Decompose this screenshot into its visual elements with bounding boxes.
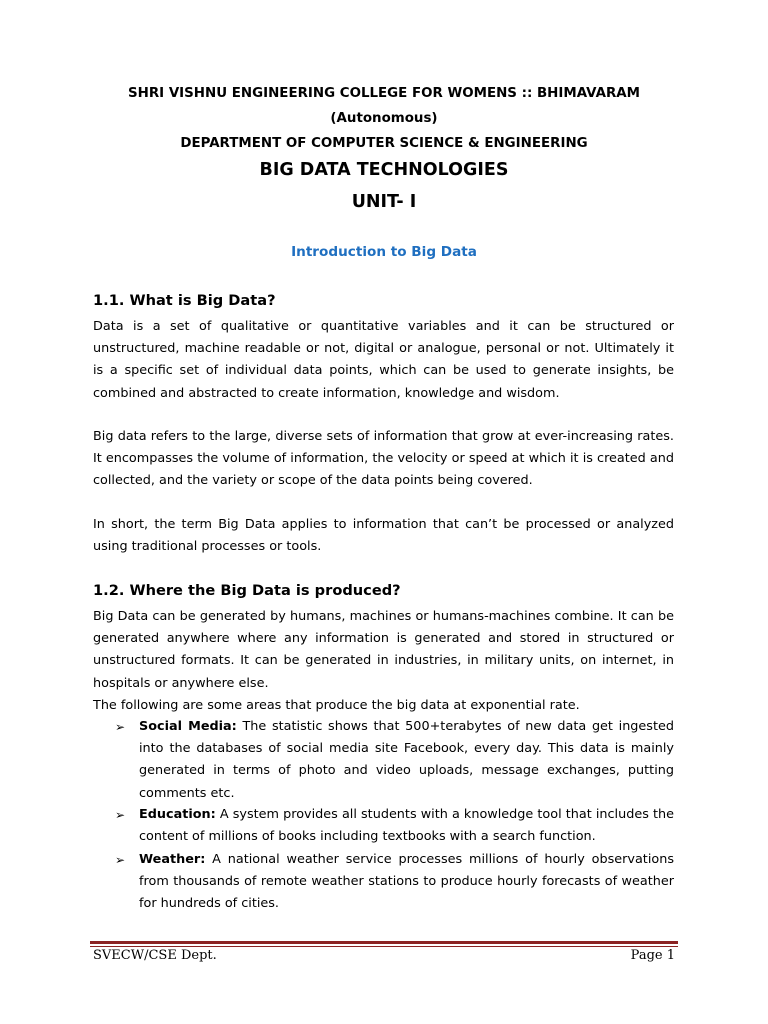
autonomous-label: (Autonomous) — [330, 111, 438, 126]
course-title: BIG DATA TECHNOLOGIES — [259, 160, 509, 180]
bullet-term: Education: — [139, 807, 216, 822]
footer-department: SVECW/CSE Dept. — [93, 948, 217, 963]
list-item — [115, 804, 674, 848]
college-name: SHRI VISHNU ENGINEERING COLLEGE FOR WOMENS :: BHIMAVARAM — [128, 86, 640, 101]
paragraph: Big Data can be generated by humans, machines or humans-machines combine. It can be generated anywhere where any information is generated and stored in structured or unstructured formats. It can be generated in industries, in military units, on internet, in hospitals or anywhere else. — [93, 609, 674, 691]
list-item — [115, 849, 674, 916]
arrow-bullet-icon: ➢ — [115, 720, 126, 734]
footer-rule-thick — [90, 941, 678, 944]
paragraph: Big data refers to the large, diverse sets of information that grow at ever-increasing rates. It encompasses the volume of information, the velocity or speed at which it is created and collected, and the variety or scope of the data points being covered. — [93, 429, 674, 489]
list-lead: The following are some areas that produce the big data at exponential rate. — [93, 698, 580, 713]
paragraph: Data is a set of qualitative or quantitative variables and it can be structured or unstructured, machine readable or not, digital or analogue, personal or not. Ultimately it is a specific set of individual data points, which can be used to generate insights, be combined and abstracted to create information, knowledge and wisdom. — [93, 319, 674, 401]
department-name: DEPARTMENT OF COMPUTER SCIENCE & ENGINEERING — [180, 136, 588, 151]
bullet-term: Social Media: — [139, 719, 237, 734]
section-heading-where-produced: 1.2. Where the Big Data is produced? — [93, 582, 401, 599]
bullet-term: Weather: — [139, 852, 206, 867]
intro-title: Introduction to Big Data — [291, 244, 477, 260]
section-heading-what-is-big-data: 1.1. What is Big Data? — [93, 292, 276, 309]
page-number: Page 1 — [630, 948, 675, 963]
paragraph: In short, the term Big Data applies to information that can’t be processed or analyzed using traditional processes or tools. — [93, 517, 674, 555]
arrow-bullet-icon: ➢ — [115, 808, 126, 822]
unit-title: UNIT- I — [351, 192, 417, 212]
bullet-text: A national weather service processes millions of hourly observations from thousands of remote weather stations to produce hourly forecasts of weather for hundreds of cities. — [139, 852, 674, 912]
footer-rule-thin — [90, 946, 678, 947]
bullet-text: A system provides all students with a knowledge tool that includes the content of millions of books including textbooks with a search function. — [139, 807, 674, 845]
bullet-text: The statistic shows that 500+terabytes of new data get ingested into the databases of social media site Facebook, every day. This data is mainly generated in terms of photo and video uploads, message exchanges, putting comments etc. — [139, 719, 674, 801]
list-item — [115, 716, 674, 805]
arrow-bullet-icon: ➢ — [115, 853, 126, 867]
